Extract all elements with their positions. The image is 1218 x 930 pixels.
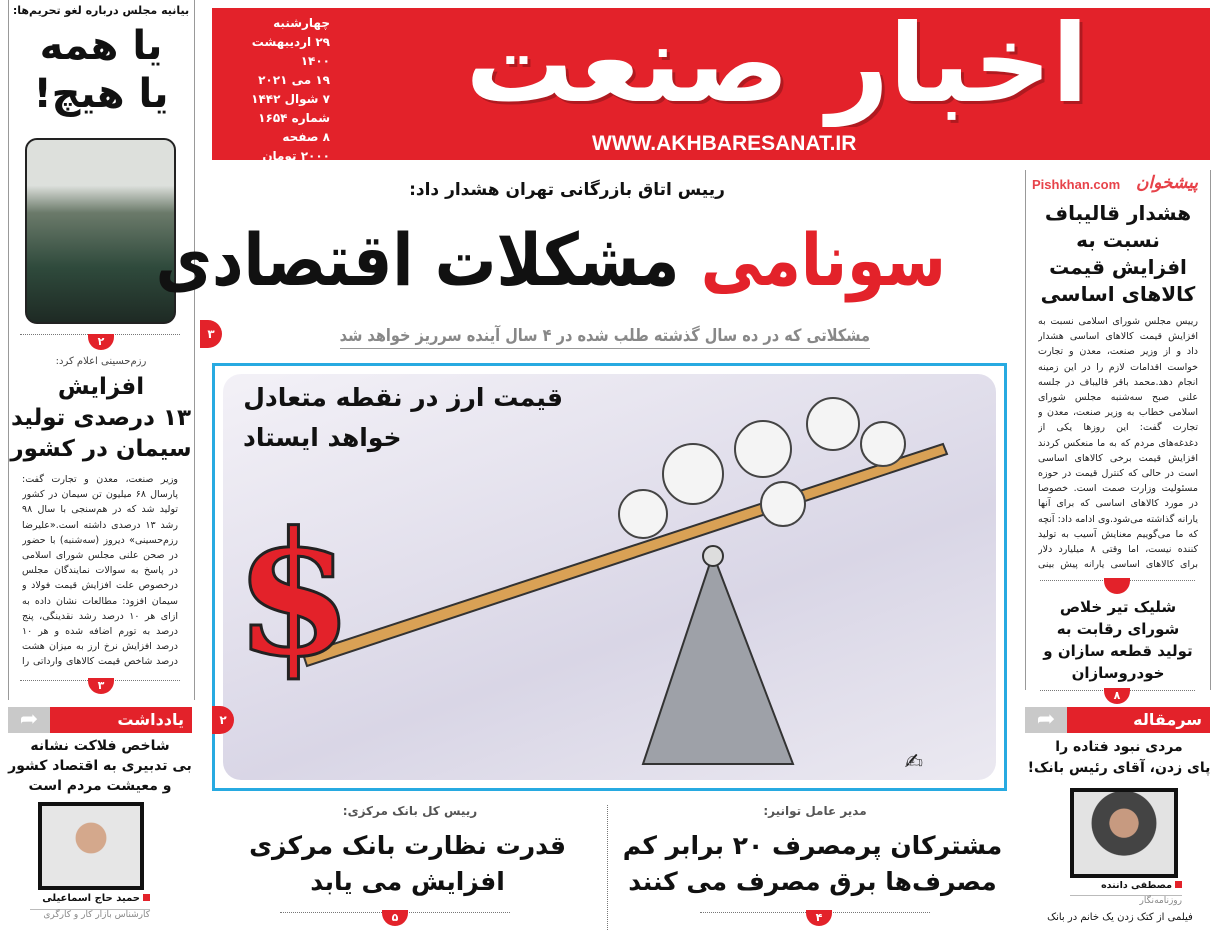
main-headline[interactable]: [155, 210, 946, 310]
editorial-body: [1032, 912, 1208, 923]
page-ref-badge[interactable]: ۵: [382, 910, 408, 926]
author-name: [40, 893, 150, 904]
title-line: مردی نبود فتاده را: [1055, 739, 1183, 755]
title-line: نسبت به: [1076, 228, 1160, 252]
bullet-icon: [143, 894, 150, 901]
title-line: بی تدبیری به اقتصاد کشور: [8, 758, 192, 774]
title-line: تولید قطعه سازان و: [1043, 642, 1193, 660]
bottom-left-title[interactable]: [220, 828, 595, 900]
date-persian: ۲۹ اردیبهشت ۱۴۰۰: [251, 35, 330, 68]
page-ref-badge[interactable]: ۳: [88, 678, 114, 694]
title-line: مصرف‌ها برق مصرف می کنند: [628, 867, 997, 896]
page-ref-badge[interactable]: [1104, 578, 1130, 594]
left-mid-title: [10, 372, 192, 465]
column-divider: [1025, 170, 1026, 690]
dollar-sign: $: [234, 495, 353, 695]
seesaw-plank: [303, 444, 947, 666]
title-line: ۱۳ درصدی تولید: [10, 405, 192, 431]
section-header-editorial: سرمقاله: [1067, 707, 1210, 733]
left-top-title: [10, 22, 192, 118]
page-ref-badge[interactable]: ۳: [200, 320, 222, 348]
issue-number: شماره ۱۶۵۴: [258, 111, 330, 125]
title-line: یا هیچ!: [33, 71, 169, 117]
bottom-left-kicker: رییس کل بانک مرکزی:: [342, 804, 478, 818]
title-line: مشترکان پرمصرف ۲۰ برابر کم: [622, 831, 1003, 860]
title-line: افزایش قیمت: [1049, 255, 1187, 279]
fulcrum: [643, 554, 793, 764]
section-header-note: یادداشت: [50, 707, 192, 733]
cartoon-frame: [212, 363, 1007, 791]
masthead: [212, 2, 1210, 163]
portrait: [1074, 792, 1174, 874]
headline-red: سونامی: [700, 218, 946, 302]
title-line: شاخص فلاکت نشانه: [30, 738, 170, 754]
author-photo: [1070, 788, 1178, 878]
editorial-body-text: فیلمی از کتک زدن یک خانم در بانک: [1047, 912, 1193, 923]
right-top-body: رییس مجلس شورای اسلامی نسبت به افزایش قیمت کالاهای اساسی هشدار داد و از وزیر صنعت، معدن و تجارت خواست اقدامات لازم را در این زمینه انجام دهد.محمد باقر قالیباف در جلسه علنی صبح سه‌شنبه مجلس شورای اسلامی خطاب به وزیر صنعت، معدن و تجارت گفت: این روزها یکی از دغدغه‌های مردم که به ما منعکس کردند افزایش قیمت برخی کالاهای اساسی است در حالی که کنترل قیمت در حوزه مسئولیت وزارت صمت است. خصوصا در مورد کالاهای اساسی که برای آنها یارانه گذاشته می‌شود.وی ادامه داد: آنچه که ما می‌گوییم معنایش آسیب به تولید کننده نیست، اما وقتی ۸ میلیارد دلار برای کالاهای اساسی یارانه پیش بینی: [1038, 316, 1198, 571]
page-ref-badge[interactable]: ۲: [88, 334, 114, 350]
title-line: افزایش می یابد: [310, 867, 505, 896]
column-divider: [8, 0, 9, 700]
author-name-text: مصطفی داننده: [1101, 880, 1172, 891]
price: ۲۰۰۰ تومان: [262, 149, 330, 163]
author-name: [1070, 880, 1182, 891]
left-note-title: [6, 736, 194, 796]
portrait: [42, 806, 140, 886]
author-name-text: حمید حاج اسماعیلی: [42, 893, 140, 904]
caption-line: قیمت ارز در نقطه متعادل: [243, 383, 563, 412]
date-gregorian: ۱۹ می ۲۰۲۱: [258, 73, 330, 87]
title-line: قدرت نظارت بانک مرکزی: [249, 831, 566, 860]
author-role: کارشناس بازار کار و کارگری: [30, 909, 150, 920]
left-mid-kicker: رزم‌حسینی اعلام کرد:: [55, 356, 147, 367]
caption-line: خواهد ایستاد: [243, 423, 402, 452]
page-ref-badge[interactable]: ۲: [212, 706, 234, 734]
main-kicker: [212, 180, 1002, 200]
author-photo: [38, 802, 144, 890]
right-mid-title: [1030, 596, 1206, 684]
title-line: هشدار قالیباف: [1044, 201, 1192, 225]
title-line: پای زدن، آقای رئیس بانک!: [1027, 760, 1211, 776]
arrow-icon: ➦: [8, 707, 50, 733]
bullet-icon: [1175, 881, 1182, 888]
main-subhead: [340, 326, 870, 349]
watermark-fa: پیشخوان: [1136, 173, 1198, 193]
page-ref-badge[interactable]: ۸: [1104, 688, 1130, 704]
title-line: خودروسازان: [1071, 664, 1165, 682]
cartoon[interactable]: [223, 374, 996, 780]
headline-black: مشکلات اقتصادی: [155, 218, 680, 302]
bottom-right-kicker: مدیر عامل توانیر:: [763, 804, 867, 818]
title-line: شورای رقابت به: [1056, 620, 1180, 638]
cartoon-caption: [233, 378, 563, 458]
coin-bags: [619, 398, 905, 538]
page-ref-badge[interactable]: ۴: [806, 910, 832, 926]
date-hijri: ۷ شوال ۱۴۴۲: [251, 92, 330, 106]
kicker-text: رییس اتاق بازرگانی تهران هشدار داد:: [409, 180, 725, 200]
subhead-text: مشکلاتی که در ده سال گذشته طلب شده در ۴ سال آینده سرریز خواهد شد: [339, 326, 870, 346]
right-top-title: [1030, 200, 1206, 308]
date-block: [220, 14, 330, 166]
website-url[interactable]: WWW.AKHBARESANAT.IR: [592, 132, 857, 155]
column-divider: [1210, 170, 1211, 690]
column-divider: [194, 0, 195, 700]
artist-signature: ✍: [904, 750, 923, 775]
title-line: شلیک تیر خلاص: [1059, 598, 1177, 616]
column-divider: [607, 805, 608, 930]
bottom-right-title[interactable]: [615, 828, 1010, 900]
title-line: و معیشت مردم است: [28, 778, 172, 794]
author-role: روزنامه‌نگار: [1070, 895, 1182, 906]
parliament-photo: [25, 138, 176, 324]
pivot: [703, 546, 723, 566]
right-editorial-title: [1026, 737, 1212, 779]
title-line: کالاهای اساسی: [1040, 282, 1196, 306]
kicker-text: بیانیه مجلس درباره لغو تحریم‌ها:: [12, 4, 190, 17]
date-weekday: چهارشنبه: [273, 16, 330, 30]
watermark: Pishkhan.com: [1032, 177, 1121, 192]
left-mid-body: وزیر صنعت، معدن و تجارت گفت: پارسال ۶۸ میلیون تن سیمان در کشور تولید شد که در هم‌سنجی با سال ۹۸ رشد ۱۳ درصدی داشته است.«علیرضا رزم‌حسینی» دیروز (سه‌شنبه) با حضور در صحن علنی مجلس شورای اسلامی در پاسخ به سوالات نمایندگان مجلس درخصوص علت افزایش قیمت فولاد و سیمان افزود: مطالعات نشان داده به ازای هر ۱۰ درصد رشد نقدینگی، پنج درصد به تورم اضافه شده و هر ۱۰ درصد افزایش نرخ ارز به میزان هشت درصد شاخص قیمت کالاهای وارداتی را: [22, 474, 178, 668]
page-count: ۸ صفحه: [282, 130, 330, 144]
title-line: افزایش: [57, 374, 145, 400]
arrow-icon: ➦: [1025, 707, 1067, 733]
title-line: سیمان در کشور: [10, 436, 192, 462]
logo: اخبار صنعت: [465, 2, 1089, 127]
left-top-kicker: [10, 4, 192, 17]
title-line: یا همه: [39, 23, 163, 69]
